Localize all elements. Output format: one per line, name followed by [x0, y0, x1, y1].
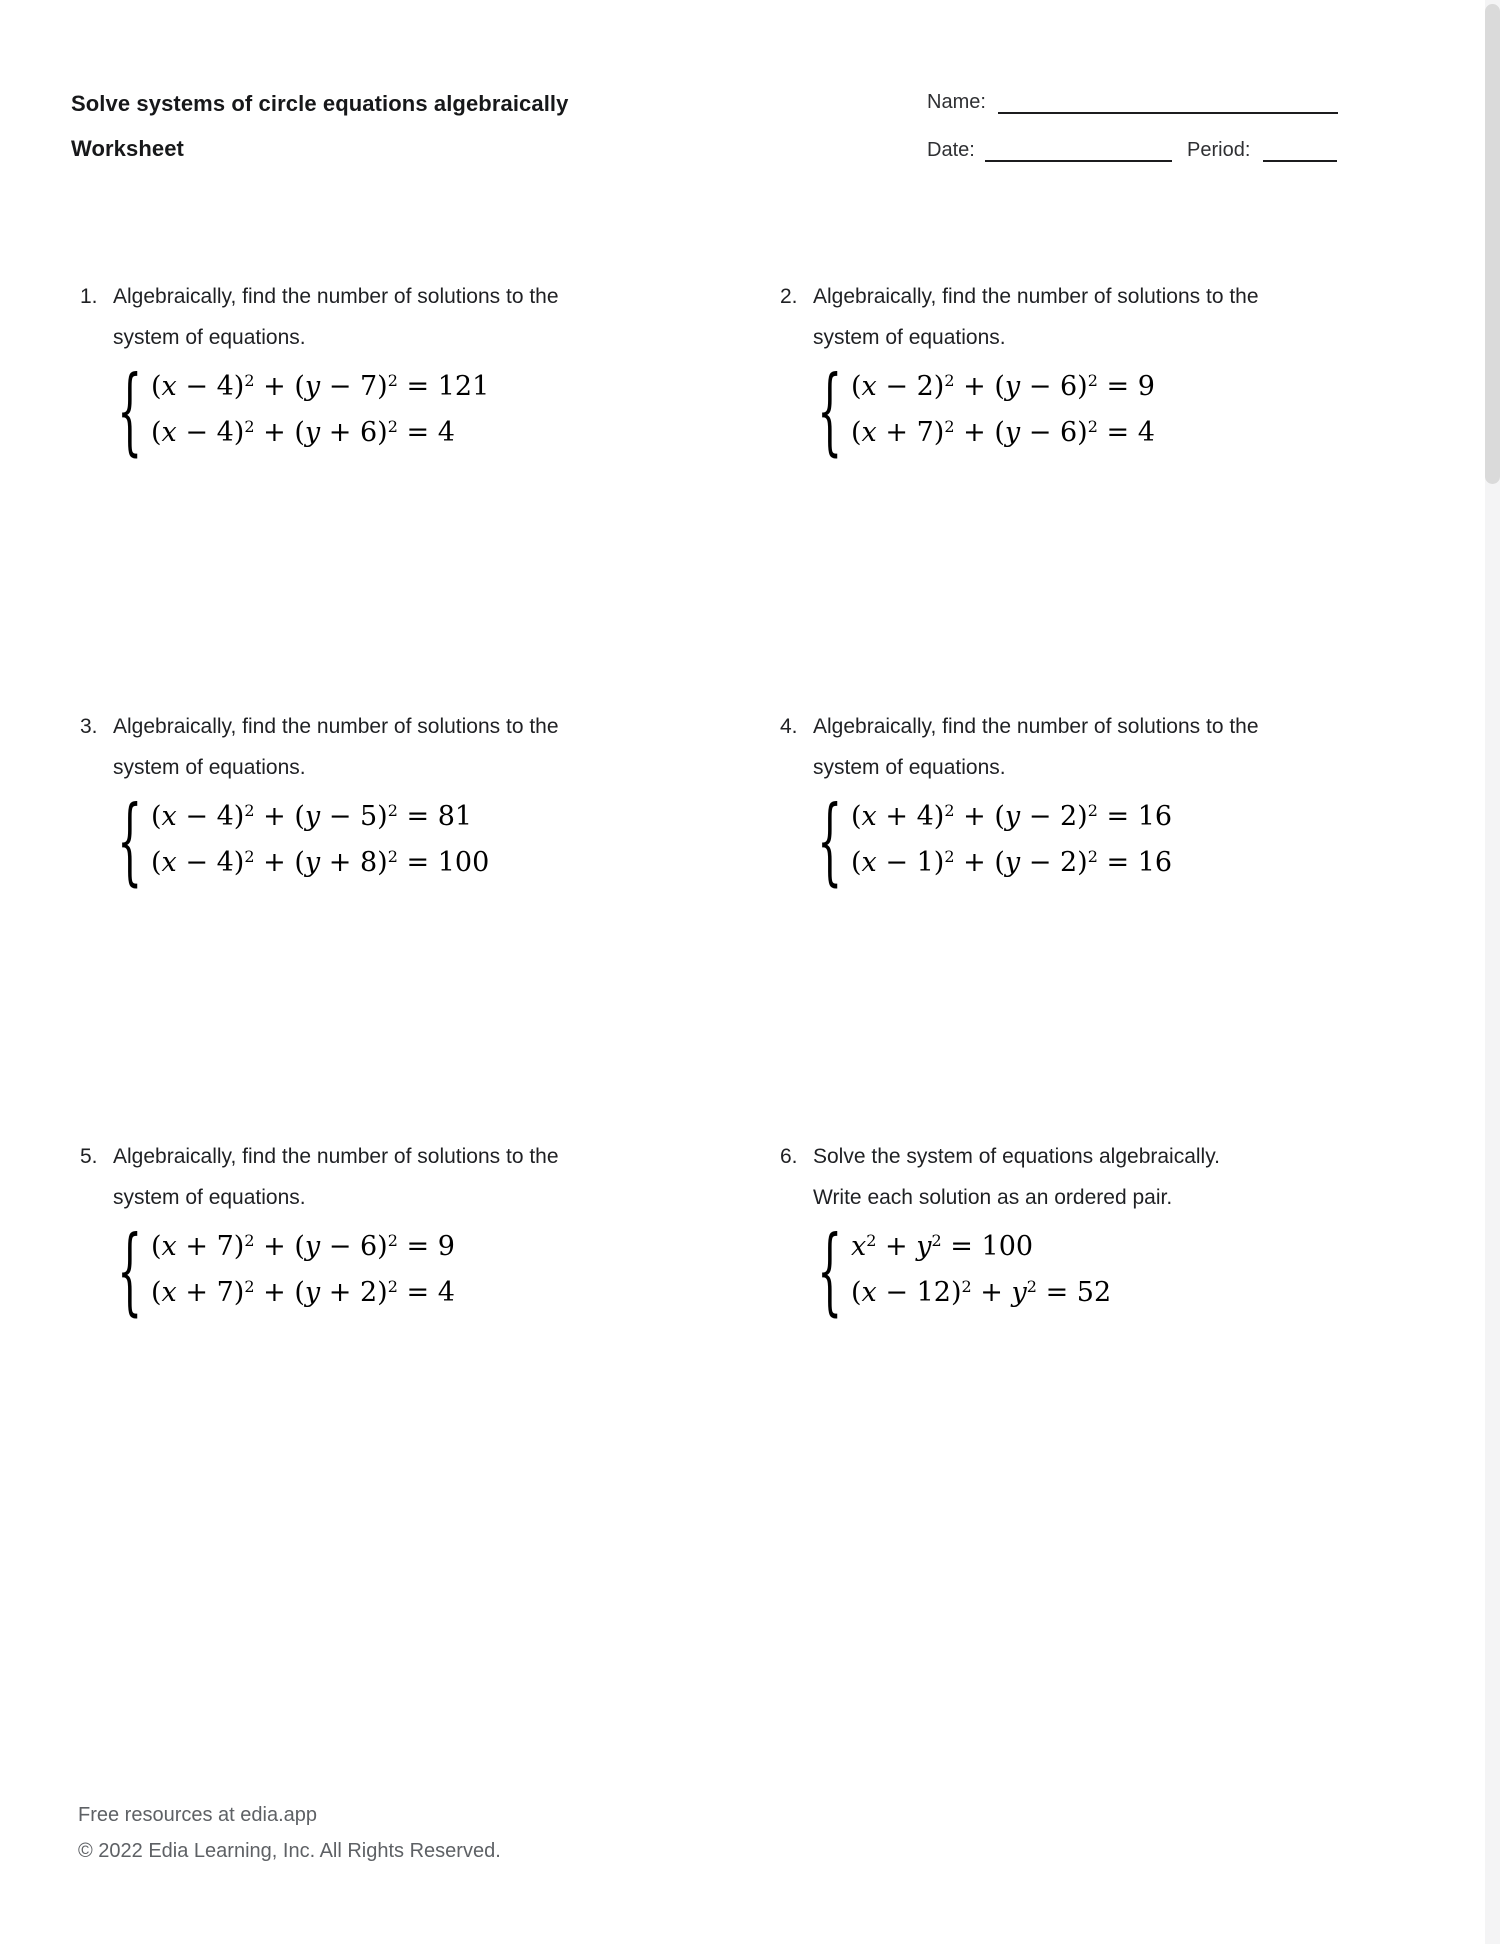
page-footer — [78, 1797, 501, 1869]
problem-1 — [80, 276, 780, 706]
problem-4 — [780, 706, 1430, 1136]
problem-1-equation-system — [117, 354, 780, 466]
problem-3-prompt-line2: system of equations. — [113, 756, 306, 779]
problem-5-equation-1: $(x + 7)^2 + (y - 6)^2 = 9$ — [151, 1231, 455, 1262]
page-title — [71, 81, 568, 171]
name-label: Name: — [927, 91, 986, 113]
problem-1-prompt-line2: system of equations. — [113, 326, 306, 349]
system-brace-icon: { — [117, 354, 143, 466]
page-title-line1: Solve systems of circle equations algebraically — [71, 91, 569, 116]
problem-4-prompt-line2: system of equations. — [813, 756, 1006, 779]
problem-2 — [780, 276, 1430, 706]
problem-2-prompt-line2: system of equations. — [813, 326, 1006, 349]
system-brace-icon: { — [117, 784, 143, 896]
system-brace-icon: { — [817, 784, 843, 896]
system-brace-icon: { — [817, 1214, 843, 1326]
problem-6-equation-system — [817, 1214, 1430, 1326]
problem-1-equation-2: $(x - 4)^2 + (y + 6)^2 = 4$ — [151, 417, 455, 448]
problem-6-equation-2: $(x - 12)^2 + y^2 = 52$ — [851, 1277, 1112, 1308]
problem-4-prompt — [780, 706, 1430, 788]
page-title-line2: Worksheet — [71, 136, 184, 161]
problem-6-prompt-line1: Solve the system of equations algebraically. — [813, 1145, 1220, 1168]
problem-6-equation-1: $x^2 + y^2 = 100$ — [851, 1231, 1034, 1262]
problem-3-equation-2: $(x - 4)^2 + (y + 8)^2 = 100$ — [151, 847, 490, 878]
problem-1-prompt-line1: Algebraically, find the number of solutions to the — [113, 285, 559, 308]
problem-5-prompt-line2: system of equations. — [113, 1186, 306, 1209]
problem-2-equation-1: $(x - 2)^2 + (y - 6)^2 = 9$ — [851, 371, 1155, 402]
problem-6-prompt-line2: Write each solution as an ordered pair. — [813, 1186, 1173, 1209]
footer-copyright-text: © 2022 Edia Learning, Inc. All Rights Reserved. — [78, 1840, 501, 1862]
problem-2-equation-system — [817, 354, 1430, 466]
name-blank-line — [998, 94, 1338, 114]
problem-3-equation-system — [117, 784, 780, 896]
problem-5-number: 5. — [80, 1145, 98, 1168]
footer-resources-text: Free resources at edia.app — [78, 1804, 318, 1826]
problem-3-prompt — [80, 706, 780, 788]
problem-3-prompt-line1: Algebraically, find the number of solutions to the — [113, 715, 559, 738]
problem-2-prompt-line1: Algebraically, find the number of solutions to the — [813, 285, 1259, 308]
problem-6-number: 6. — [780, 1145, 798, 1168]
problem-1-number: 1. — [80, 285, 98, 308]
date-blank-line — [985, 142, 1172, 162]
problem-4-equation-2: $(x - 1)^2 + (y - 2)^2 = 16$ — [851, 847, 1173, 878]
problem-1-equation-1: $(x - 4)^2 + (y - 7)^2 = 121$ — [151, 371, 490, 402]
problem-2-equation-2: $(x + 7)^2 + (y - 6)^2 = 4$ — [851, 417, 1155, 448]
problem-6-prompt — [780, 1136, 1430, 1218]
problem-5 — [80, 1136, 780, 1566]
problem-4-equation-1: $(x + 4)^2 + (y - 2)^2 = 16$ — [851, 801, 1173, 832]
problem-4-prompt-line1: Algebraically, find the number of solutions to the — [813, 715, 1259, 738]
system-brace-icon: { — [117, 1214, 143, 1326]
problem-3-number: 3. — [80, 715, 98, 738]
problem-3 — [80, 706, 780, 1136]
problem-5-prompt-line1: Algebraically, find the number of solutions to the — [113, 1145, 559, 1168]
problem-6 — [780, 1136, 1430, 1566]
period-blank-line — [1263, 142, 1337, 162]
scrollbar-thumb[interactable] — [1485, 4, 1500, 484]
scrollbar-track[interactable] — [1485, 0, 1500, 1944]
problems-grid — [80, 276, 1430, 1566]
problem-5-prompt — [80, 1136, 780, 1218]
period-label: Period: — [1187, 139, 1251, 161]
date-period-field-row — [927, 138, 1337, 162]
problem-4-number: 4. — [780, 715, 798, 738]
problem-1-prompt — [80, 276, 780, 358]
problem-4-equation-system — [817, 784, 1430, 896]
problem-3-equation-1: $(x - 4)^2 + (y - 5)^2 = 81$ — [151, 801, 473, 832]
problem-5-equation-2: $(x + 7)^2 + (y + 2)^2 = 4$ — [151, 1277, 455, 1308]
system-brace-icon: { — [817, 354, 843, 466]
name-field-row — [927, 90, 1338, 114]
problem-5-equation-system — [117, 1214, 780, 1326]
problem-2-prompt — [780, 276, 1430, 358]
problem-2-number: 2. — [780, 285, 798, 308]
date-label: Date: — [927, 139, 975, 161]
